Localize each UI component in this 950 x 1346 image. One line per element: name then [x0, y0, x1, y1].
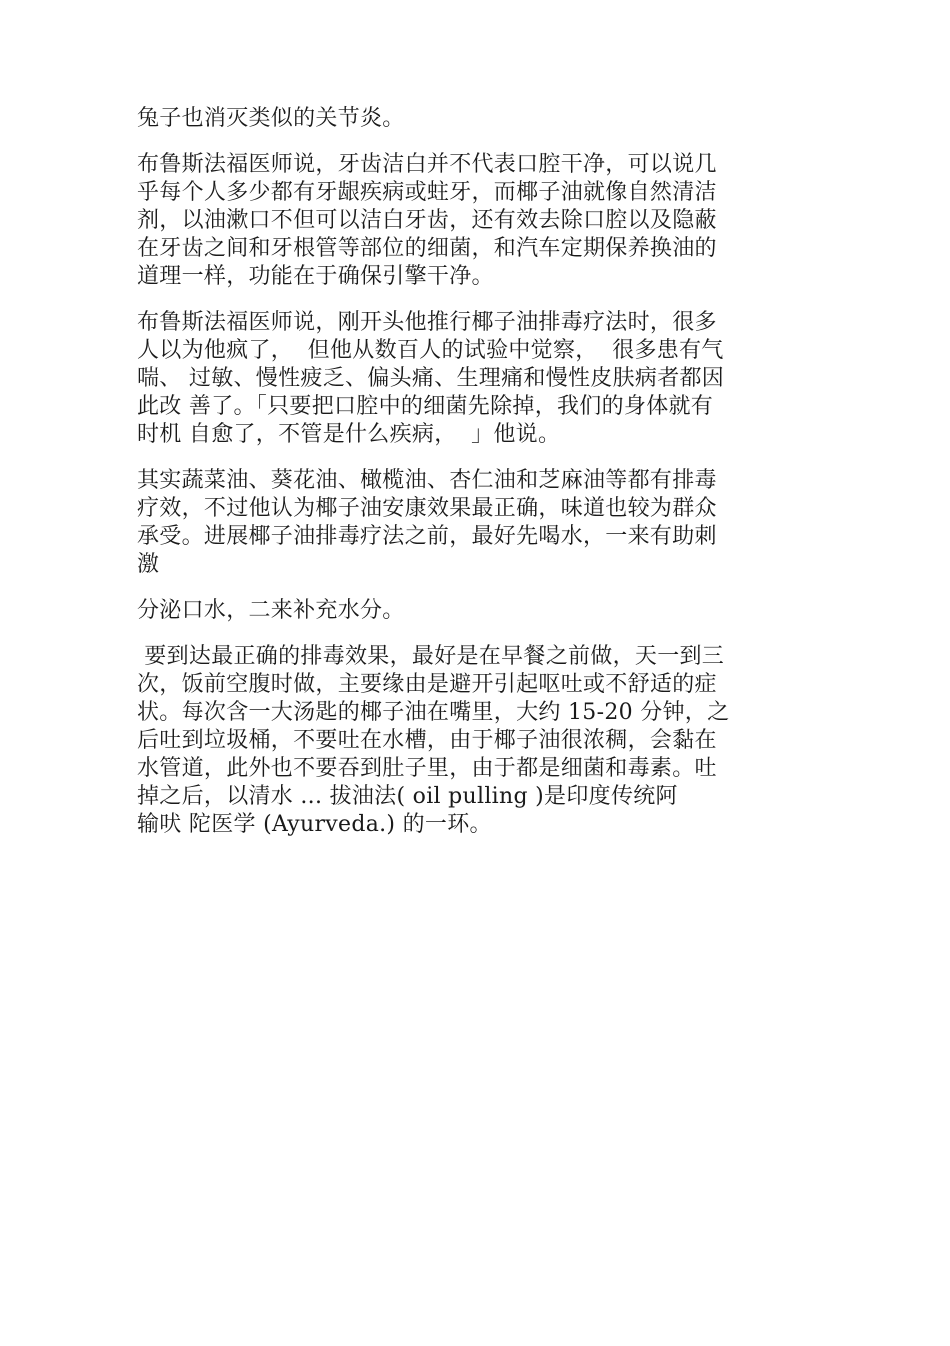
paragraph-5	[137, 597, 807, 625]
text-line: 水管道，此外也不要吞到肚子里，由于都是细菌和毒素。吐	[137, 756, 717, 781]
text-line: 人以为他疯了， 但他从数百人的试验中觉察， 很多患有气	[137, 338, 724, 363]
text-line: 布鲁斯法福医师说，刚开头他推行椰子油排毒疗法时，很多	[137, 310, 717, 335]
text-line: 兔子也消灭类似的关节炎。	[137, 106, 405, 131]
paragraph-1	[137, 105, 807, 133]
text-line: 乎每个人多少都有牙龈疾病或蛀牙，而椰子油就像自然清洁	[137, 180, 717, 205]
text-line: 激	[137, 552, 160, 577]
text-line: 剂，以油漱口不但可以洁白牙齿，还有效去除口腔以及隐蔽	[137, 208, 717, 233]
paragraph-2	[137, 151, 807, 291]
paragraph-4	[137, 467, 807, 579]
text-line: 要到达最正确的排毒效果，最好是在早餐之前做，天一到三	[137, 644, 725, 669]
text-line: 次，饭前空腹时做，主要缘由是避开引起呕吐或不舒适的症	[137, 672, 717, 697]
text-line: 此改 善了。「只要把口腔中的细菌先除掉，我们的身体就有	[137, 394, 714, 419]
paragraph-3	[137, 309, 807, 449]
text-line: 喘、 过敏、慢性疲乏、偏头痛、生理痛和慢性皮肤病者都因	[137, 366, 725, 391]
text-line: 分泌口水，二来补充水分。	[137, 598, 405, 623]
text-line: 其实蔬菜油、葵花油、橄榄油、杏仁油和芝麻油等都有排毒	[137, 468, 717, 493]
text-line: 后吐到垃圾桶，不要吐在水槽，由于椰子油很浓稠，会黏在	[137, 728, 717, 753]
text-line: 承受。进展椰子油排毒疗法之前，最好先喝水，一来有助刺	[137, 524, 717, 549]
text-line: 时机 自愈了，不管是什么疾病， 」他说。	[137, 422, 561, 447]
document-body	[137, 105, 807, 857]
text-line: 道理一样，功能在于确保引擎干净。	[137, 264, 494, 289]
text-line: 掉之后，以清水 ... 拔油法( oil pulling )是印度传统阿	[137, 784, 678, 809]
text-line: 输吠 陀医学 (Ayurveda.) 的一环。	[137, 812, 492, 837]
text-line: 在牙齿之间和牙根管等部位的细菌，和汽车定期保养换油的	[137, 236, 717, 261]
paragraph-6	[137, 643, 807, 839]
text-line: 疗效，不过他认为椰子油安康效果最正确，味道也较为群众	[137, 496, 717, 521]
text-line: 布鲁斯法福医师说，牙齿洁白并不代表口腔干净，可以说几	[137, 152, 717, 177]
text-line: 状。每次含一大汤匙的椰子油在嘴里，大约 15-20 分钟，之	[137, 700, 730, 725]
